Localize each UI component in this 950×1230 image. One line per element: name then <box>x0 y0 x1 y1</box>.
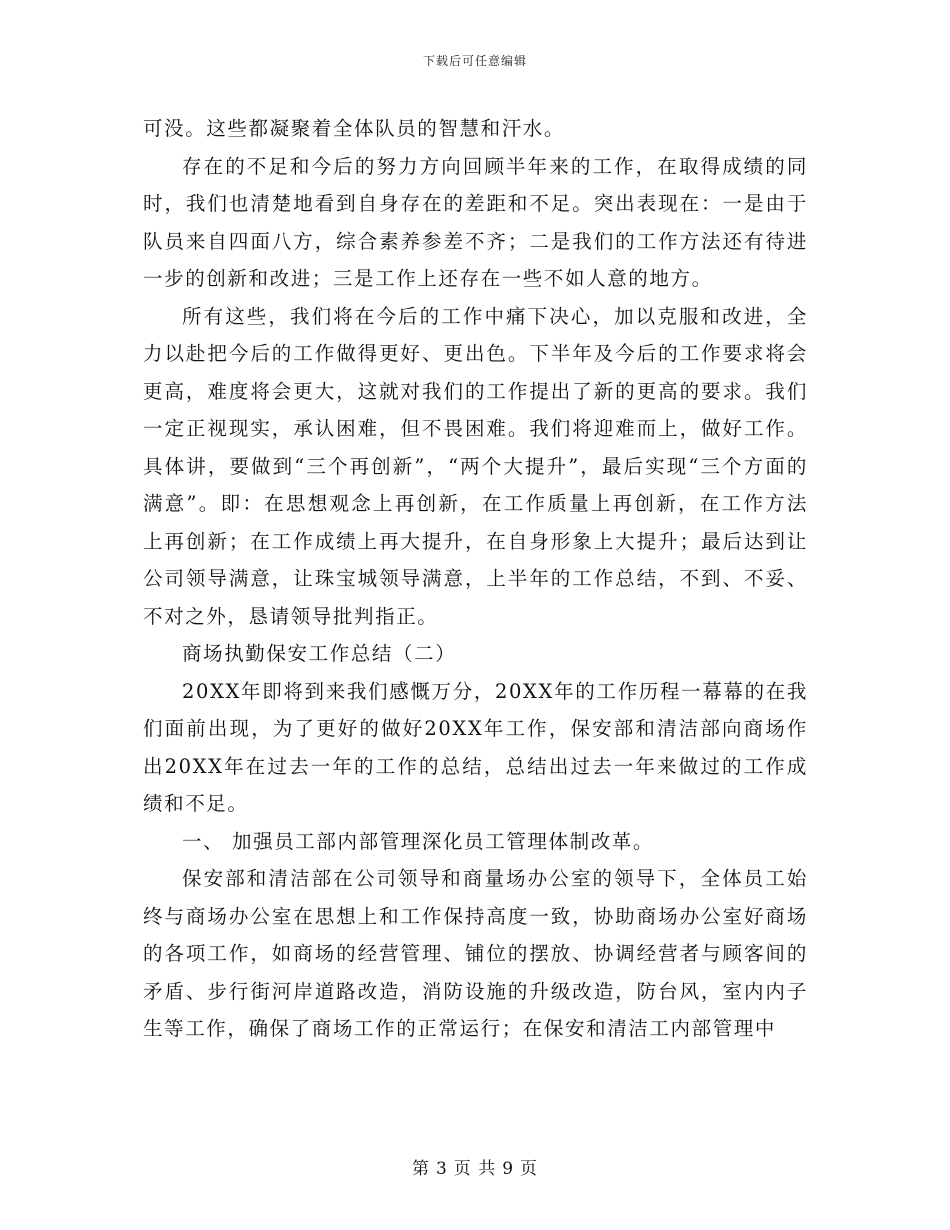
current-page-number: 3 <box>435 1159 448 1179</box>
total-page-count: 9 <box>502 1159 515 1179</box>
footer-prefix: 第 <box>411 1159 430 1179</box>
section-title: 商场执勤保安工作总结（二） <box>182 642 457 665</box>
page-header: 下载后可任意编辑 <box>422 54 527 68</box>
document-body <box>143 110 808 1048</box>
paragraph-continuation: 可没。这些都凝聚着全体队员的智慧和汗水。 <box>143 117 566 140</box>
paragraph-intro: 20XX年即将到来我们感慨万分，20XX年的工作历程一幕幕的在我们面前出现，为了更好的做好20XX年工作，保安部和清洁部向商场作出20XX年在过去一年的工作的总结，总结出过去一年来做过的工作成绩和不足。 <box>143 679 808 815</box>
paragraph-management: 保安部和清洁部在公司领导和商量场办公室的领导下，全体员工始终与商场办公室在思想上和工作保持高度一致，协助商场办公室好商场的各项工作，如商场的经营管理、铺位的摆放、协调经营者与顾客间的矛盾、步行街河岸道路改造，消防设施的升级改造，防台风，室内内子生等工作，确保了商场工作的正常运行；在保安和清洁工内部管理中 <box>143 867 808 1040</box>
section-heading-one: 一、 加强员工部内部管理深化员工管理体制改革。 <box>182 829 654 853</box>
footer-suffix: 页 <box>520 1159 539 1179</box>
page-footer <box>0 1154 950 1179</box>
paragraph-shortcomings: 存在的不足和今后的努力方向回顾半年来的工作，在取得成绩的同时，我们也清楚地看到自身存在的差距和不足。突出表现在：一是由于队员来自四面八方，综合素养参差不齐；二是我们的工作方法还有待进一步的创新和改进；三是工作上还存在一些不如人意的地方。 <box>143 154 808 290</box>
paragraph-commitments: 所有这些，我们将在今后的工作中痛下决心，加以克服和改进，全力以赴把今后的工作做得更好、更出色。下半年及今后的工作要求将会更高，难度将会更大，这就对我们的工作提出了新的更高的要求。我们一定正视现实，承认困难，但不畏困难。我们将迎难而上，做好工作。具体讲，要做到“三个再创新”，“两个大提升”，最后实现“三个方面的满意”。即：在思想观念上再创新，在工作质量上再创新，在工作方法上再创新；在工作成绩上再大提升，在自身形象上大提升；最后达到让公司领导满意，让珠宝城领导满意，上半年的工作总结，不到、不妥、不对之外，恳请领导批判指正。 <box>143 304 808 628</box>
footer-middle: 页 共 <box>453 1159 497 1179</box>
